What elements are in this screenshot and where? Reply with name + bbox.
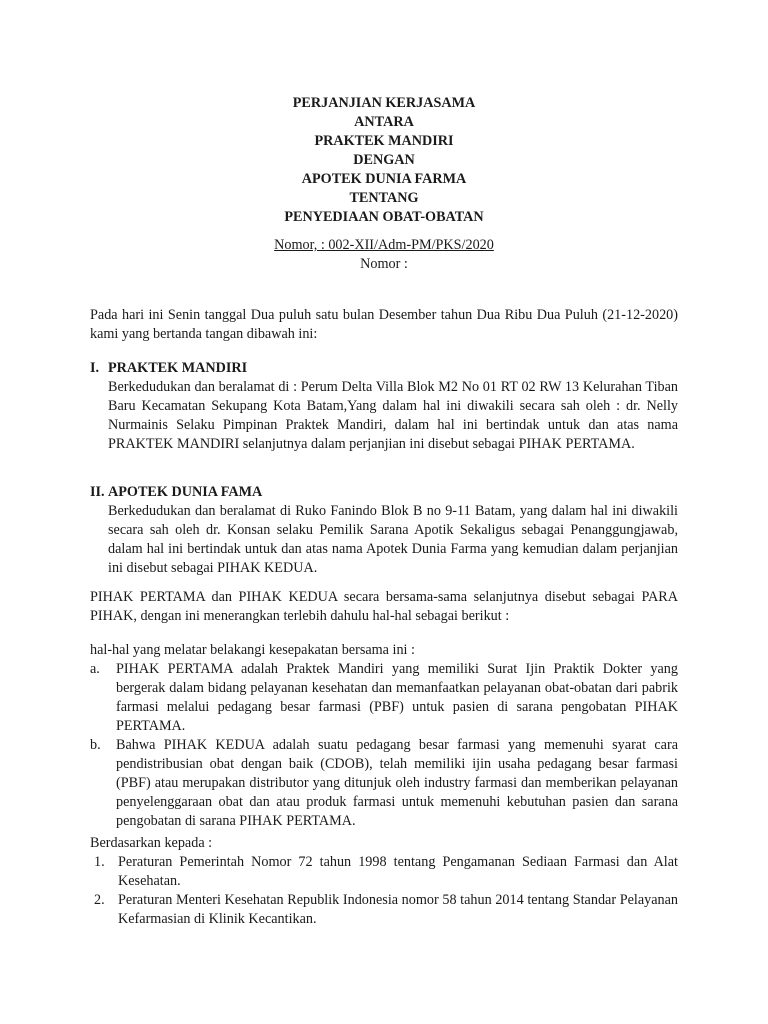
para-pihak-paragraph: PIHAK PERTAMA dan PIHAK KEDUA secara bersama-sama selanjutnya disebut sebagai PARA PIHAK, dengan ini menerangkan terlebih dahulu hal-hal sebagai berikut : — [90, 589, 678, 624]
document-number-block — [0, 236, 768, 274]
list-text: Peraturan Menteri Kesehatan Republik Indonesia nomor 58 tahun 2014 tentang Standar Pelayanan Kefarmasian di Klinik Kecantikan. — [118, 892, 678, 927]
section-body: Berkedudukan dan beralamat di Ruko Fanindo Blok B no 9-11 Batam, yang dalam hal ini diwakili secara sah oleh dr. Konsan selaku Pemilik Sarana Apotik Sekaligus sebagai Penanggungjawab, dalam hal ini bertindak untuk dan atas nama Apotek Dunia Farma yang kemudian dalam perjanjian ini disebut sebagai PIHAK KEDUA. — [108, 503, 678, 576]
list-marker: b. — [90, 737, 101, 753]
title-line: PENYEDIAAN OBAT-OBATAN — [284, 209, 484, 225]
title-line: ANTARA — [354, 114, 414, 130]
title-line: TENTANG — [349, 190, 419, 206]
list-item — [90, 891, 678, 929]
section-praktek-mandiri — [90, 359, 678, 454]
list-item — [90, 853, 678, 891]
list-text: Peraturan Pemerintah Nomor 72 tahun 1998 tentang Pengamanan Sediaan Farmasi dan Alat Kesehatan. — [118, 854, 678, 889]
section-body: Berkedudukan dan beralamat di : Perum Delta Villa Blok M2 No 01 RT 02 RW 13 Kelurahan Tiban Baru Kecamatan Sekupang Kota Batam,Yang dalam hal ini diwakili secara sah oleh : dr. Nelly Nurmainis Selaku Pimpinan Praktek Mandiri, dalam hal ini bertindak untuk dan atas nama PRAKTEK MANDIRI selanjutnya dalam perjanjian ini disebut sebagai PIHAK PERTAMA. — [108, 379, 678, 452]
document-number: Nomor, : 002-XII/Adm-PM/PKS/2020 — [274, 237, 494, 253]
section-apotek — [90, 483, 678, 578]
section-title: PRAKTEK MANDIRI — [108, 360, 248, 376]
title-line: PERJANJIAN KERJASAMA — [292, 95, 476, 111]
section-title: APOTEK DUNIA FAMA — [108, 484, 263, 500]
background-heading: hal-hal yang melatar belakangi kesepakatan bersama ini : — [90, 642, 415, 658]
basis-list — [90, 834, 678, 929]
section-number: II. — [90, 484, 105, 500]
section-heading — [90, 359, 678, 378]
background-list — [90, 641, 678, 831]
title-line: PRAKTEK MANDIRI — [314, 133, 454, 149]
list-marker: a. — [90, 661, 100, 677]
intro-paragraph: Pada hari ini Senin tanggal Dua puluh satu bulan Desember tahun Dua Ribu Dua Puluh (21-12-2020) kami yang bertanda tangan dibawah ini: — [90, 307, 678, 342]
section-heading — [90, 483, 678, 502]
basis-heading: Berdasarkan kepada : — [90, 835, 213, 851]
list-text: PIHAK PERTAMA adalah Praktek Mandiri yang memiliki Surat Ijin Praktik Dokter yang bergerak dalam bidang pelayanan kesehatan dan memanfaatkan pelayanan obat-obatan dari pabrik farmasi melalui pedagang besar farmasi (PBF) untuk pasien di sarana pengobatan PIHAK PERTAMA. — [116, 661, 678, 734]
document-number-empty: Nomor : — [360, 256, 408, 272]
list-item — [90, 736, 678, 831]
list-marker: 1. — [94, 854, 105, 870]
list-text: Bahwa PIHAK KEDUA adalah suatu pedagang besar farmasi yang memenuhi syarat cara pendistribusian obat dengan baik (CDOB), telah memiliki ijin usaha pedagang besar farmasi (PBF) atau merupakan distributor yang ditunjuk oleh industry farmasi dan memberikan pelayanan penyelenggaraan obat dan atau produk farmasi untuk memenuhi kebutuhan pasien dan sarana pengobatan di sarana PIHAK PERTAMA. — [116, 737, 678, 829]
document-title — [0, 94, 768, 227]
title-line: DENGAN — [353, 152, 415, 168]
title-line: APOTEK DUNIA FARMA — [301, 171, 467, 187]
para-pihak-wrap — [90, 588, 678, 626]
section-number: I. — [90, 360, 100, 376]
list-marker: 2. — [94, 892, 105, 908]
list-item — [90, 660, 678, 736]
intro-paragraph-wrap — [90, 306, 678, 344]
